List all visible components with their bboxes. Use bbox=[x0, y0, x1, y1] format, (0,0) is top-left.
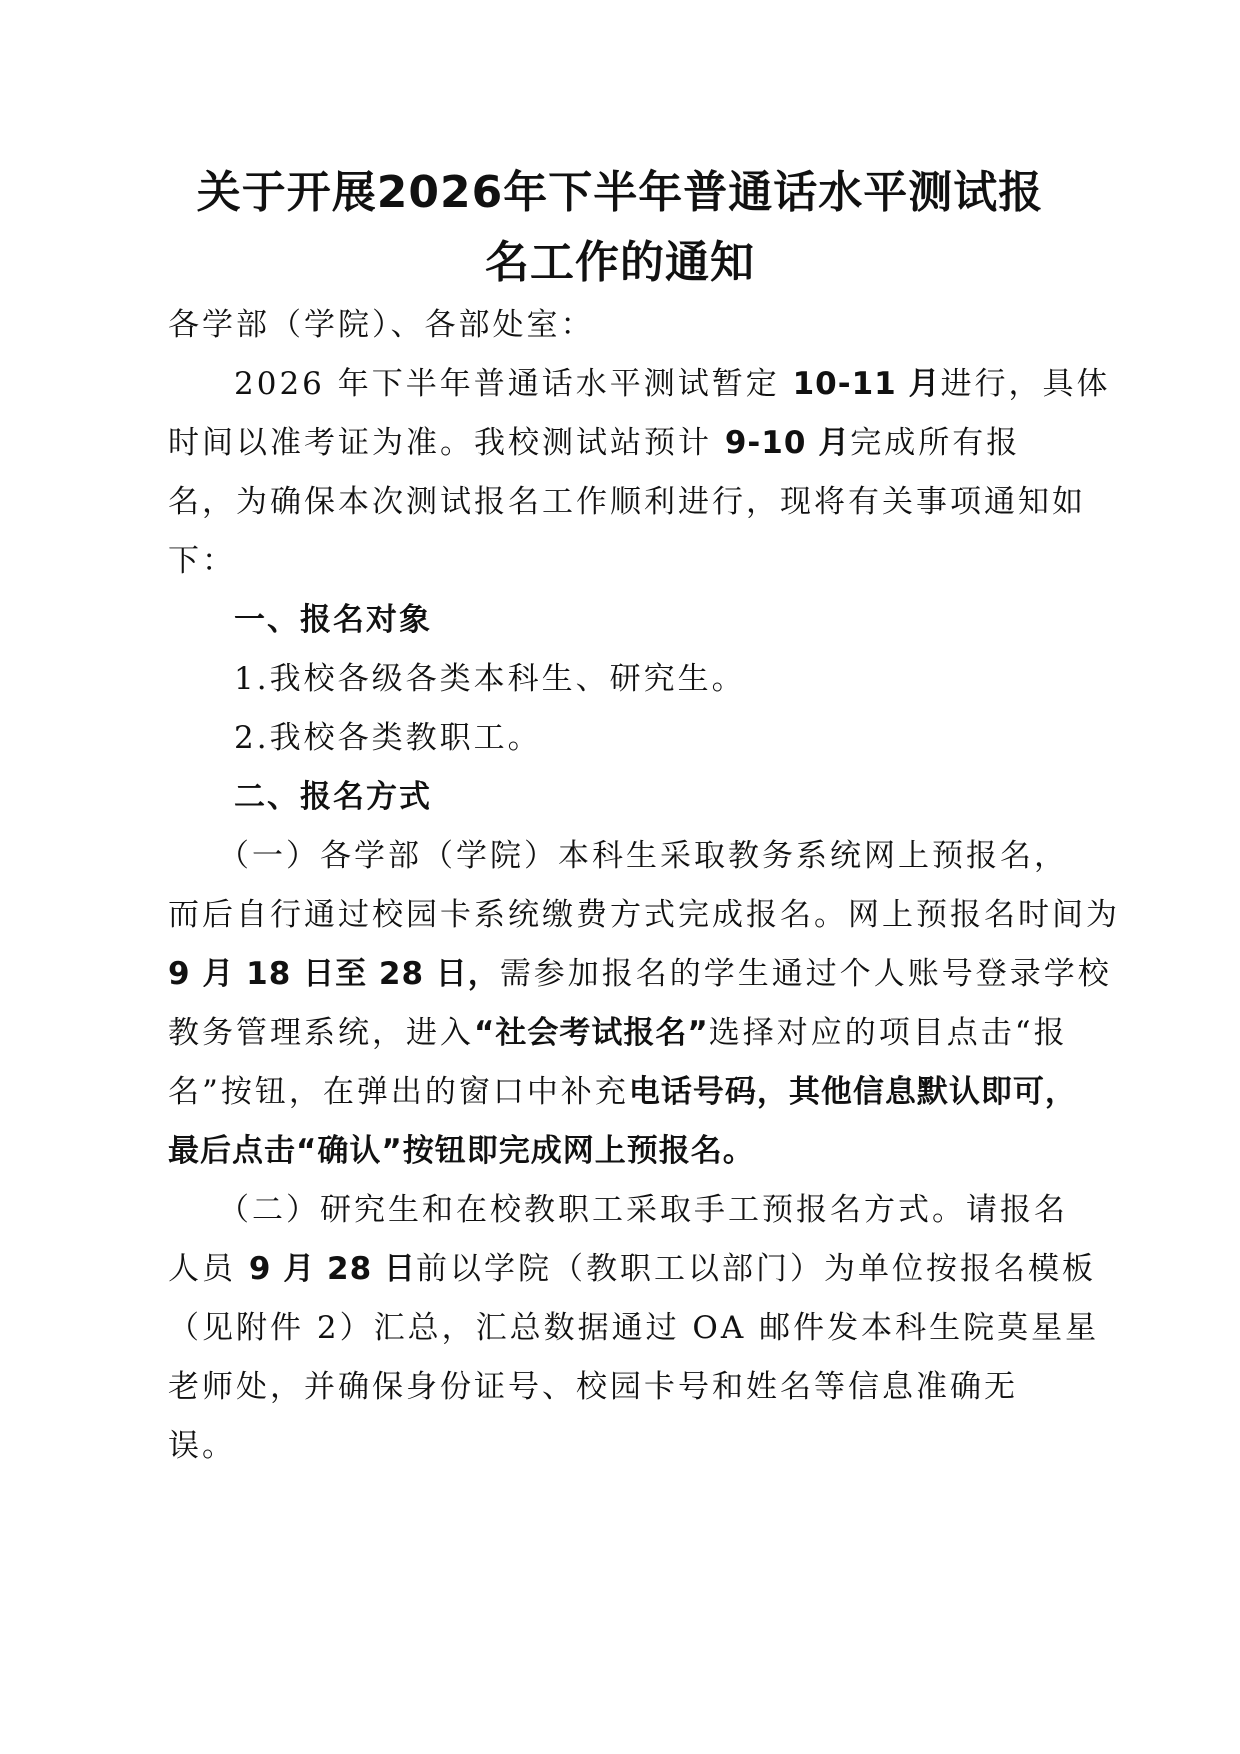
p1-line-4 bbox=[168, 1004, 1072, 1063]
manual-registration-deadline: 9 月 28 日 bbox=[248, 1251, 416, 1287]
p2-text: 前以学院（教职工以部门）为单位按报名模板 bbox=[415, 1251, 1096, 1287]
intro-line-4: 下： bbox=[168, 543, 236, 579]
document-title bbox=[160, 158, 1080, 298]
p2-line-2 bbox=[168, 1240, 1096, 1299]
salutation: 各学部（学院）、各部处室： bbox=[168, 307, 595, 343]
intro-text: 进行，具体 bbox=[940, 366, 1111, 402]
p1-text: 选择对应的项目点击“报 bbox=[708, 1015, 1068, 1051]
section-1-item-2: 2.我校各类教职工。 bbox=[234, 720, 542, 756]
p1-line-3 bbox=[168, 945, 1112, 1004]
online-registration-dates: 9 月 18 日至 28 日， bbox=[168, 956, 500, 992]
p1-text: 教务管理系统，进入 bbox=[168, 1015, 474, 1051]
section-1-item-1: 1.我校各级各类本科生、研究生。 bbox=[234, 661, 746, 697]
p1-line-6: 最后点击“确认”按钮即完成网上预报名。 bbox=[168, 1133, 755, 1169]
p2-line-3: （见附件 2）汇总，汇总数据通过 OA 邮件发本科生院莫星星 bbox=[168, 1310, 1100, 1346]
p1-line-2: 而后自行通过校园卡系统缴费方式完成报名。网上预报名时间为 bbox=[168, 897, 1120, 933]
section-2-heading: 二、报名方式 bbox=[234, 779, 432, 815]
p2-line-4: 老师处，并确保身份证号、校园卡号和姓名等信息准确无 bbox=[168, 1369, 1018, 1405]
p1-text: 名”按钮，在弹出的窗口中补充 bbox=[168, 1074, 629, 1110]
intro-text: 完成所有报 bbox=[850, 425, 1021, 461]
social-exam-registration-menu: “社会考试报名” bbox=[474, 1015, 709, 1051]
document-body bbox=[168, 296, 1120, 1476]
phone-number-note: 电话号码，其他信息默认即可， bbox=[628, 1074, 1077, 1110]
section-1-heading: 一、报名对象 bbox=[234, 602, 432, 638]
section-2-paragraph-1 bbox=[168, 827, 1120, 1181]
p2-text: 人员 bbox=[168, 1251, 249, 1287]
p1-line-5 bbox=[168, 1063, 1077, 1122]
title-line-2: 名工作的通知 bbox=[485, 237, 755, 288]
p2-line-5: 误。 bbox=[168, 1428, 236, 1464]
p1-line-1: （一）各学部（学院）本科生采取教务系统网上预报名， bbox=[218, 838, 1068, 874]
intro-line-1 bbox=[168, 355, 1111, 414]
intro-text: 时间以准考证为准。我校测试站预计 bbox=[168, 425, 725, 461]
registration-month-range: 9-10 月 bbox=[724, 425, 851, 461]
p2-line-1: （二）研究生和在校教职工采取手工预报名方式。请报名 bbox=[218, 1192, 1068, 1228]
intro-line-3: 名，为确保本次测试报名工作顺利进行，现将有关事项通知如 bbox=[168, 484, 1086, 520]
intro-text: 2026 年下半年普通话水平测试暂定 bbox=[234, 366, 793, 402]
section-2-paragraph-2 bbox=[168, 1181, 1100, 1476]
intro-line-2 bbox=[168, 414, 1072, 473]
title-line-1: 关于开展2026年下半年普通话水平测试报 bbox=[196, 167, 1044, 218]
intro-paragraph bbox=[168, 355, 1111, 591]
p1-text: 需参加报名的学生通过个人账号登录学校 bbox=[499, 956, 1112, 992]
test-month-range: 10-11 月 bbox=[792, 366, 941, 402]
